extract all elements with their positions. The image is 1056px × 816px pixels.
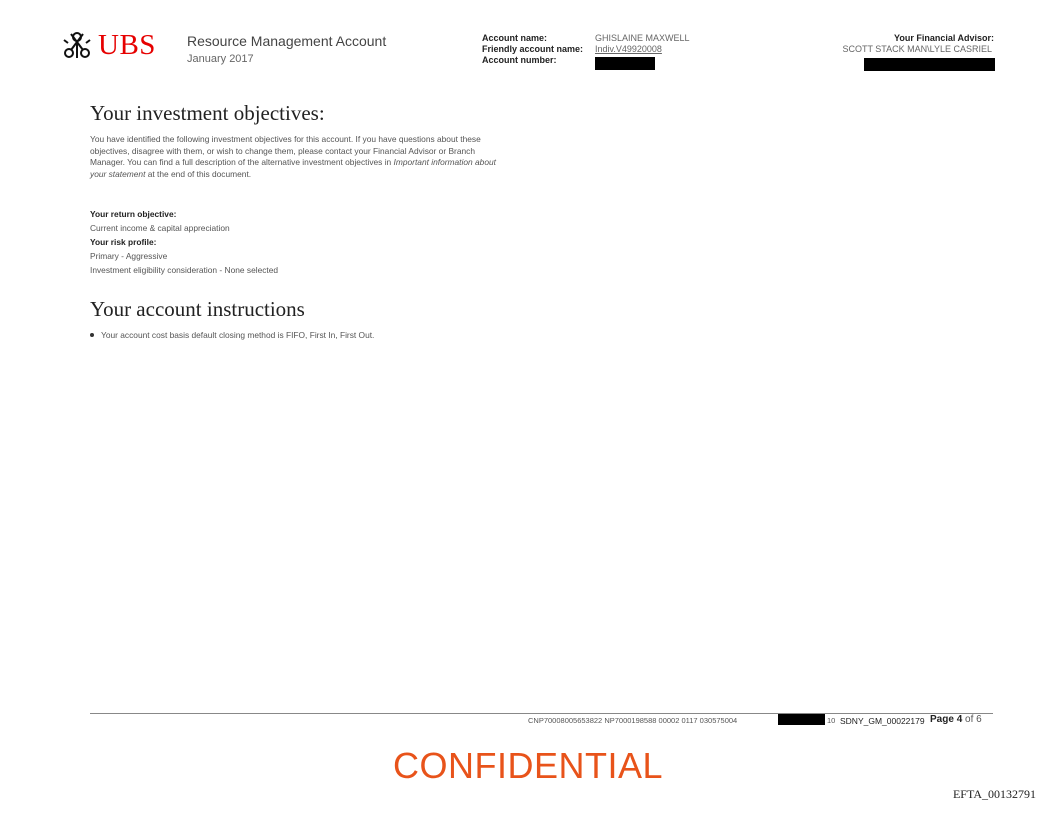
account-number-label: Account number: — [482, 55, 557, 65]
advisor-names: SCOTT STACK MAN\LYLE CASRIEL — [842, 44, 992, 54]
page-of: of — [965, 714, 974, 725]
objectives-intro — [90, 134, 510, 181]
account-name-label: Account name: — [482, 33, 548, 43]
risk-profile-value: Primary - Aggressive — [90, 251, 168, 261]
account-name-value: GHISLAINE MAXWELL — [595, 33, 690, 43]
confidential-stamp: CONFIDENTIAL — [392, 745, 664, 786]
footer-document-code: CNP70008005653822 NP7000198588 00002 0117 030575004 — [528, 716, 738, 725]
friendly-name-value: Indiv.V49920008 — [595, 44, 662, 54]
account-type: Resource Management Account — [187, 33, 387, 49]
intro-italic-reference: Important information about your statement — [90, 157, 496, 180]
bullet-icon — [90, 333, 94, 337]
redaction-account-number — [595, 57, 655, 70]
ubs-keys-icon — [60, 28, 94, 62]
page-label: Page — [930, 714, 954, 725]
page-current: 4 — [956, 714, 963, 725]
page-total: 6 — [976, 714, 982, 725]
return-objective-label: Your return objective: — [90, 209, 177, 219]
risk-profile-label: Your risk profile: — [90, 237, 157, 247]
instructions-title: Your account instructions — [90, 297, 305, 321]
redaction-footer — [778, 714, 825, 725]
brand-name: UBS — [98, 28, 156, 61]
footer-code-tail: 10 — [827, 716, 836, 725]
footer-divider — [90, 713, 993, 714]
ubs-logo — [60, 28, 156, 62]
intro-text-end: at the end of this document. — [145, 169, 252, 180]
advisor-label: Your Financial Advisor: — [893, 33, 994, 43]
bates-number: SDNY_GM_00022179 — [840, 716, 925, 726]
statement-date: January 2017 — [187, 53, 254, 65]
account-meta-labels — [482, 33, 583, 66]
efta-number: EFTA_00132791 — [952, 787, 1036, 801]
eligibility-consideration: Investment eligibility consideration - None selected — [90, 265, 279, 275]
intro-text: You have identified the following investment objectives for this account. If you have questions about these objectives, disagree with them, or wish to change them, please contact your Financial Advisor or Branch Manager. You can find a full description of the alternative investment objectives in — [90, 134, 481, 168]
friendly-name-label: Friendly account name: — [482, 44, 584, 54]
return-objective-value: Current income & capital appreciation — [90, 223, 230, 233]
redaction-advisor — [864, 58, 995, 71]
instruction-item — [90, 330, 374, 340]
objectives-title: Your investment objectives: — [90, 101, 325, 125]
instruction-text: Your account cost basis default closing method is FIFO, First In, First Out. — [101, 330, 375, 340]
page-number — [930, 714, 982, 725]
account-meta-values — [595, 33, 690, 55]
